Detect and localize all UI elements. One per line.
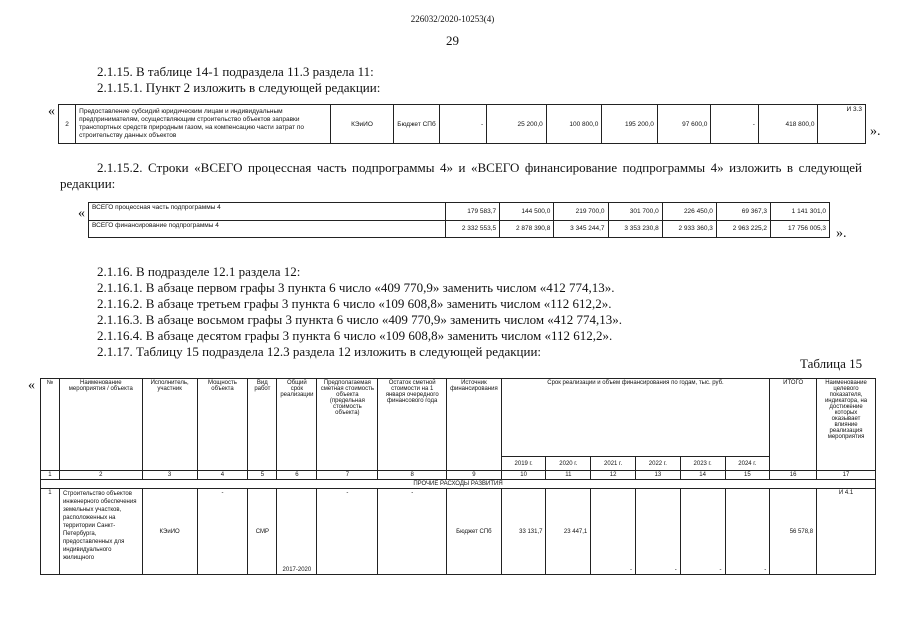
header-remaining: Остаток сметной стоимости на 1 января очередного финансового года [378,379,447,471]
cell-executor: КЭиИО [330,105,394,144]
cell-label: ВСЕГО процессная часть подпрограммы 4 [89,203,446,221]
item-2-1-17: 2.1.17. Таблицу 15 подраздела 12.3 раздела 12 изложить в следующей редакции: [97,344,542,359]
column-number: 1 [41,471,60,480]
cell-total: 56 578,8 [770,489,817,575]
cell-value: 195 200,0 [602,105,658,144]
cell-total: 418 800,0 [758,105,818,144]
cell-value: 25 200,0 [487,105,547,144]
header-period: Срок реализации и объем финансирования по годам, тыс. руб. [501,379,770,457]
column-number: 6 [277,471,317,480]
cell-value: 100 800,0 [546,105,602,144]
cell-name: Предоставление субсидий юридическим лицам и индивидуальным предпринимателям, осуществляющим строительство объектов заправки транспортных средств природным газом, на компенсацию части затрат по строительству данных объектов [76,105,331,144]
quote-open-3: « [28,378,35,393]
cell-value: 179 583,7 [446,203,500,221]
header-total: ИТОГО [770,379,817,471]
cell-source: Бюджет СПб [447,489,502,575]
cell-value: - [711,105,758,144]
quote-close-1: ». [870,124,881,139]
section-title: ПРОЧИЕ РАСХОДЫ РАЗВИТИЯ [41,480,876,489]
quote-open-2: « [78,206,85,221]
table-row [41,489,876,575]
table-row [89,203,830,221]
header-work-type: Вид работ [248,379,277,471]
cell-name: Строительство объектов инженерного обеспечения земельных участков, расположенных на территории Санкт-Петербурга, предоставленных для индивидуального жилищного [59,489,142,575]
cell-value: 2 332 553,5 [446,220,500,238]
table-caption: Таблица 15 [800,356,863,371]
cell-year-value: - [591,489,636,575]
header-cost: Предполагаемая сметная стоимость объекта (предельная стоимость объекта) [317,379,378,471]
item-2-1-16-3: 2.1.16.3. В абзаце восьмом графы 3 пункта 6 число «409 770,9» заменить числом «412 774,13». [97,312,623,327]
cell-value: 2 878 390,8 [500,220,554,238]
item-2-1-15-1: 2.1.15.1. Пункт 2 изложить в следующей редакции: [97,80,381,95]
item-2-1-15: 2.1.15. В таблице 14-1 подраздела 11.3 раздела 11: [97,64,374,79]
document-registration-number: 226032/2020-10253(4) [410,14,495,24]
header-year: 2019 г. [501,457,546,471]
cell-indicator: И 4.1 [817,489,876,575]
header-term: Общий срок реализации [277,379,317,471]
table-14-1-row [58,104,866,144]
column-number: 13 [636,471,681,480]
cell-source: Бюджет СПб [394,105,439,144]
column-number: 7 [317,471,378,480]
cell-value: 2 963 225,2 [716,220,770,238]
quote-close-2: ». [836,226,847,241]
table-header-row [41,379,876,457]
header-executor: Исполнитель, участник [142,379,197,471]
cell-executor: КЭиИО [142,489,197,575]
cell-total: 17 756 005,3 [771,220,830,238]
table-totals [88,202,830,238]
header-num: № [41,379,60,471]
item-2-1-16-4: 2.1.16.4. В абзаце десятом графы 3 пункта 6 число «109 608,8» заменить числом «112 612,2». [97,328,613,343]
cell-value: 2 933 360,3 [662,220,716,238]
cell-value: 226 450,0 [662,203,716,221]
cell-capacity: - [197,489,248,575]
cell-year-value: 23 447,1 [546,489,591,575]
column-number: 4 [197,471,248,480]
cell-year-value: - [636,489,681,575]
header-name: Наименование мероприятия / объекта [59,379,142,471]
column-number: 5 [248,471,277,480]
column-number: 11 [546,471,591,480]
cell-value: 144 500,0 [500,203,554,221]
cell-label: ВСЕГО финансирование подпрограммы 4 [89,220,446,238]
column-number: 16 [770,471,817,480]
cell-num: 1 [41,489,60,575]
table-row [59,105,866,144]
column-number: 9 [447,471,502,480]
header-year: 2021 г. [591,457,636,471]
item-2-1-16-1: 2.1.16.1. В абзаце первом графы 3 пункта 6 число «409 770,9» заменить числом «412 774,13». [97,280,615,295]
header-year: 2022 г. [636,457,681,471]
column-number: 15 [725,471,770,480]
header-year: 2024 г. [725,457,770,471]
table-15 [40,378,876,575]
cell-total: 1 141 301,0 [771,203,830,221]
header-year: 2023 г. [680,457,725,471]
column-number: 14 [680,471,725,480]
section-row [41,480,876,489]
column-number: 17 [817,471,876,480]
cell-value: 97 600,0 [657,105,711,144]
cell-value: 69 367,3 [716,203,770,221]
header-capacity: Мощность объекта [197,379,248,471]
cell-remaining: - [378,489,447,575]
cell-value: 301 700,0 [608,203,662,221]
cell-term: 2017-2020 [277,489,317,575]
column-numbers-row [41,471,876,480]
item-2-1-16: 2.1.16. В подразделе 12.1 раздела 12: [97,264,301,279]
page-number: 29 [446,33,459,48]
cell-year-value: 33 131,7 [501,489,546,575]
header-source: Источник финансирования [447,379,502,471]
cell-num: 2 [59,105,76,144]
column-number: 8 [378,471,447,480]
cell-year-value: - [725,489,770,575]
cell-value: 219 700,0 [554,203,608,221]
cell-indicator: И 3.3 [818,105,866,144]
column-number: 3 [142,471,197,480]
header-indicator: Наименование целевого показателя, индикатора, на достижение которых оказывает влияние реализация мероприятия [817,379,876,471]
table-row [89,220,830,238]
cell-year-value: - [680,489,725,575]
cell-value: - [439,105,486,144]
item-2-1-15-2: 2.1.15.2. Строки «ВСЕГО процессная часть подпрограммы 4» и «ВСЕГО финансирование подпрограммы 4» изложить в следующей редакции: [60,160,862,191]
column-number: 2 [59,471,142,480]
column-number: 12 [591,471,636,480]
header-year: 2020 г. [546,457,591,471]
column-number: 10 [501,471,546,480]
quote-open-1: « [48,104,55,119]
cell-work-type: СМР [248,489,277,575]
cell-value: 3 353 230,8 [608,220,662,238]
item-2-1-16-2: 2.1.16.2. В абзаце третьем графы 3 пункта 6 число «109 608,8» заменить числом «112 612,2». [97,296,612,311]
cell-cost: - [317,489,378,575]
cell-value: 3 345 244,7 [554,220,608,238]
